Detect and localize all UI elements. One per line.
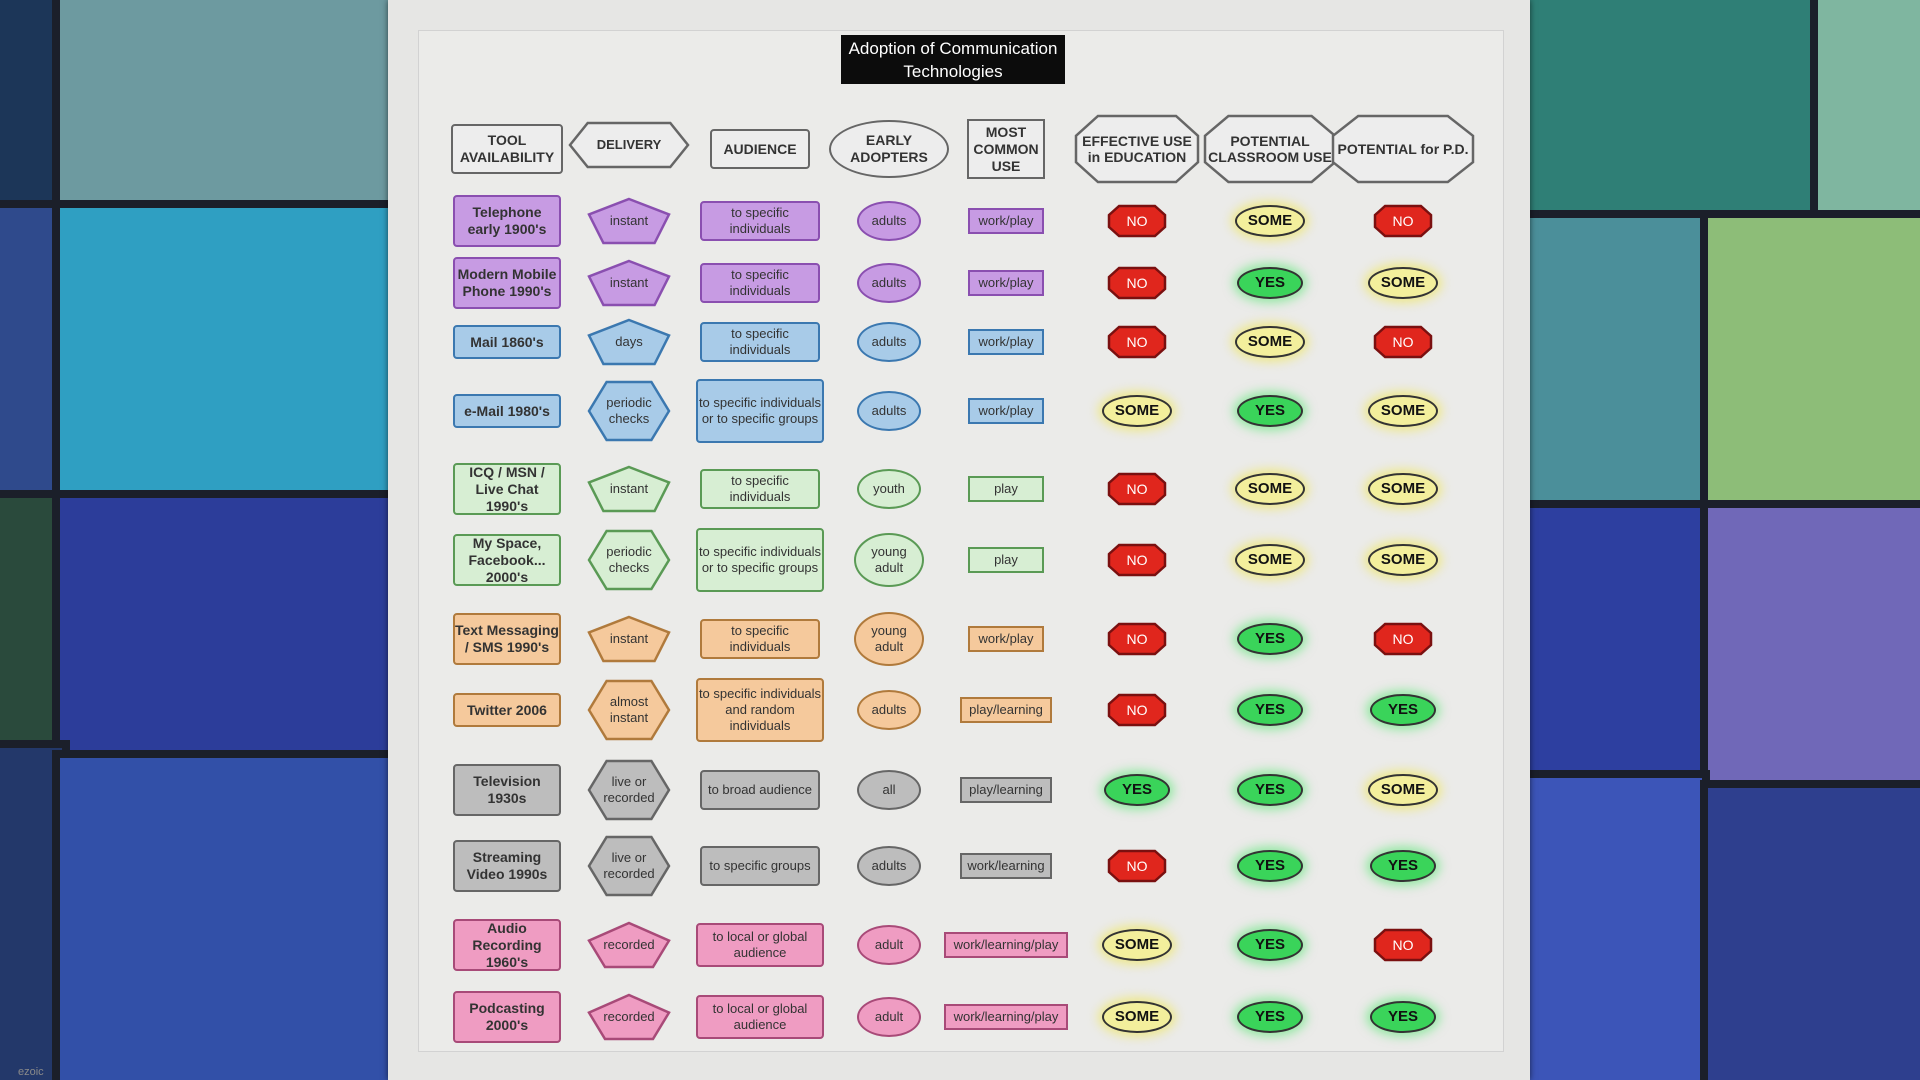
- delivery-cell-label: instant: [609, 631, 649, 646]
- audience-cell: to local or global audience: [696, 923, 824, 967]
- classroom-use-badge: YES: [1237, 623, 1303, 655]
- effective-use-badge-label: NO: [1126, 334, 1148, 350]
- early-adopters-cell: adults: [857, 690, 921, 730]
- audience-cell: to specific individuals: [700, 322, 820, 362]
- audience-cell: to specific individuals or to specific groups: [696, 379, 824, 443]
- early-adopters-cell: young adult: [854, 533, 924, 587]
- tool-cell: My Space, Facebook... 2000's: [453, 534, 561, 586]
- most-common-use-cell: work/play: [968, 270, 1044, 296]
- early-adopters-cell: adults: [857, 201, 921, 241]
- pd-badge-label: NO: [1392, 334, 1414, 350]
- early-adopters-cell: adults: [857, 322, 921, 362]
- header-potential-pd-label: POTENTIAL for P.D.: [1337, 141, 1469, 157]
- header-potential-classroom-use: [1205, 116, 1335, 182]
- delivery-cell: [589, 837, 669, 895]
- pd-badge: SOME: [1368, 774, 1438, 806]
- header-delivery: [570, 123, 688, 167]
- delivery-cell: [589, 467, 669, 511]
- effective-use-badge: YES: [1104, 774, 1170, 806]
- classroom-use-badge: SOME: [1235, 473, 1305, 505]
- delivery-cell: [589, 617, 669, 661]
- audience-cell: to local or global audience: [696, 995, 824, 1039]
- most-common-use-cell: play: [968, 476, 1044, 502]
- audience-cell: to specific individuals: [700, 263, 820, 303]
- most-common-use-cell: play: [968, 547, 1044, 573]
- header-early-adopters: EARLY ADOPTERS: [829, 120, 949, 178]
- effective-use-badge: [1109, 851, 1165, 881]
- effective-use-badge-label: NO: [1126, 481, 1148, 497]
- delivery-cell: [589, 761, 669, 819]
- classroom-use-badge: YES: [1237, 694, 1303, 726]
- delivery-cell: [589, 199, 669, 243]
- pd-badge-label: NO: [1392, 213, 1414, 229]
- diagram-title: Adoption of Communication Technologies: [841, 35, 1065, 84]
- effective-use-badge: [1109, 624, 1165, 654]
- most-common-use-cell: play/learning: [960, 697, 1052, 723]
- effective-use-badge: [1109, 474, 1165, 504]
- effective-use-badge: SOME: [1102, 1001, 1172, 1033]
- tool-cell: Podcasting 2000's: [453, 991, 561, 1043]
- tool-cell: Text Messaging / SMS 1990's: [453, 613, 561, 665]
- delivery-cell: [589, 681, 669, 739]
- delivery-cell-label: live or recorded: [603, 774, 655, 805]
- audience-cell: to specific individuals: [700, 619, 820, 659]
- pd-badge: YES: [1370, 850, 1436, 882]
- tool-cell: Streaming Video 1990s: [453, 840, 561, 892]
- tool-cell: Audio Recording 1960's: [453, 919, 561, 971]
- pd-badge: [1375, 624, 1431, 654]
- pd-badge: SOME: [1368, 267, 1438, 299]
- early-adopters-cell: all: [857, 770, 921, 810]
- pd-badge-label: NO: [1392, 937, 1414, 953]
- effective-use-badge: SOME: [1102, 395, 1172, 427]
- most-common-use-cell: work/play: [968, 398, 1044, 424]
- classroom-use-badge: YES: [1237, 929, 1303, 961]
- audience-cell: to specific individuals: [700, 469, 820, 509]
- delivery-cell-label: live or recorded: [603, 850, 655, 881]
- early-adopters-cell: adult: [857, 925, 921, 965]
- most-common-use-cell: work/play: [968, 208, 1044, 234]
- most-common-use-cell: work/learning/play: [944, 932, 1068, 958]
- delivery-cell-label: recorded: [603, 937, 655, 952]
- effective-use-badge-label: NO: [1126, 858, 1148, 874]
- classroom-use-badge: SOME: [1235, 205, 1305, 237]
- delivery-cell-label: periodic checks: [606, 544, 652, 575]
- slide-panel: [388, 0, 1530, 1080]
- most-common-use-cell: work/play: [968, 626, 1044, 652]
- header-most-common-use: MOST COMMON USE: [967, 119, 1045, 179]
- pd-badge: [1375, 930, 1431, 960]
- pd-badge: SOME: [1368, 395, 1438, 427]
- effective-use-badge: SOME: [1102, 929, 1172, 961]
- effective-use-badge-label: NO: [1126, 702, 1148, 718]
- classroom-use-badge: YES: [1237, 774, 1303, 806]
- watermark: ezoic: [18, 1066, 44, 1078]
- audience-cell: to specific individuals: [700, 201, 820, 241]
- delivery-cell-label: instant: [609, 481, 649, 496]
- effective-use-badge: [1109, 268, 1165, 298]
- early-adopters-cell: adult: [857, 997, 921, 1037]
- effective-use-badge: [1109, 695, 1165, 725]
- early-adopters-cell: adults: [857, 263, 921, 303]
- delivery-cell-label: periodic checks: [606, 395, 652, 426]
- most-common-use-cell: work/learning: [960, 853, 1052, 879]
- early-adopters-cell: adults: [857, 846, 921, 886]
- delivery-cell: [589, 261, 669, 305]
- classroom-use-badge: YES: [1237, 267, 1303, 299]
- effective-use-badge-label: NO: [1126, 552, 1148, 568]
- delivery-cell-label: instant: [609, 213, 649, 228]
- header-tool-availability: TOOL AVAILABILITY: [451, 124, 563, 174]
- header-delivery-label: DELIVERY: [596, 137, 662, 152]
- classroom-use-badge: YES: [1237, 850, 1303, 882]
- most-common-use-cell: work/learning/play: [944, 1004, 1068, 1030]
- pd-badge-label: NO: [1392, 631, 1414, 647]
- tool-cell: e-Mail 1980's: [453, 394, 561, 428]
- classroom-use-badge: YES: [1237, 1001, 1303, 1033]
- early-adopters-cell: youth: [857, 469, 921, 509]
- delivery-cell: [589, 320, 669, 364]
- header-effective-use-label: EFFECTIVE USE in EDUCATION: [1082, 133, 1192, 165]
- classroom-use-badge: SOME: [1235, 544, 1305, 576]
- tool-cell: Mail 1860's: [453, 325, 561, 359]
- diagram-area: [418, 30, 1504, 1052]
- tool-cell: Telephone early 1900's: [453, 195, 561, 247]
- delivery-cell: [589, 995, 669, 1039]
- header-audience: AUDIENCE: [710, 129, 810, 169]
- audience-cell: to broad audience: [700, 770, 820, 810]
- header-potential-pd: [1333, 116, 1473, 182]
- pd-badge: SOME: [1368, 544, 1438, 576]
- most-common-use-cell: work/play: [968, 329, 1044, 355]
- pd-badge: [1375, 327, 1431, 357]
- effective-use-badge-label: NO: [1126, 631, 1148, 647]
- delivery-cell: [589, 382, 669, 440]
- tool-cell: ICQ / MSN / Live Chat 1990's: [453, 463, 561, 515]
- delivery-cell: [589, 923, 669, 967]
- most-common-use-cell: play/learning: [960, 777, 1052, 803]
- delivery-cell-label: days: [615, 334, 643, 349]
- effective-use-badge-label: NO: [1126, 213, 1148, 229]
- pd-badge: YES: [1370, 1001, 1436, 1033]
- delivery-cell: [589, 531, 669, 589]
- header-potential-classroom-use-label: POTENTIAL CLASSROOM USE: [1208, 133, 1332, 165]
- tool-cell: Television 1930s: [453, 764, 561, 816]
- pd-badge: YES: [1370, 694, 1436, 726]
- effective-use-badge: [1109, 545, 1165, 575]
- tool-cell: Twitter 2006: [453, 693, 561, 727]
- audience-cell: to specific groups: [700, 846, 820, 886]
- pd-badge: [1375, 206, 1431, 236]
- pd-badge: SOME: [1368, 473, 1438, 505]
- effective-use-badge-label: NO: [1126, 275, 1148, 291]
- delivery-cell-label: recorded: [603, 1009, 655, 1024]
- early-adopters-cell: adults: [857, 391, 921, 431]
- tool-cell: Modern Mobile Phone 1990's: [453, 257, 561, 309]
- classroom-use-badge: YES: [1237, 395, 1303, 427]
- audience-cell: to specific individuals or to specific groups: [696, 528, 824, 592]
- audience-cell: to specific individuals and random individuals: [696, 678, 824, 742]
- delivery-cell-label: instant: [609, 275, 649, 290]
- header-effective-use: [1076, 116, 1198, 182]
- classroom-use-badge: SOME: [1235, 326, 1305, 358]
- early-adopters-cell: young adult: [854, 612, 924, 666]
- effective-use-badge: [1109, 206, 1165, 236]
- delivery-cell-label: almost instant: [609, 694, 649, 725]
- effective-use-badge: [1109, 327, 1165, 357]
